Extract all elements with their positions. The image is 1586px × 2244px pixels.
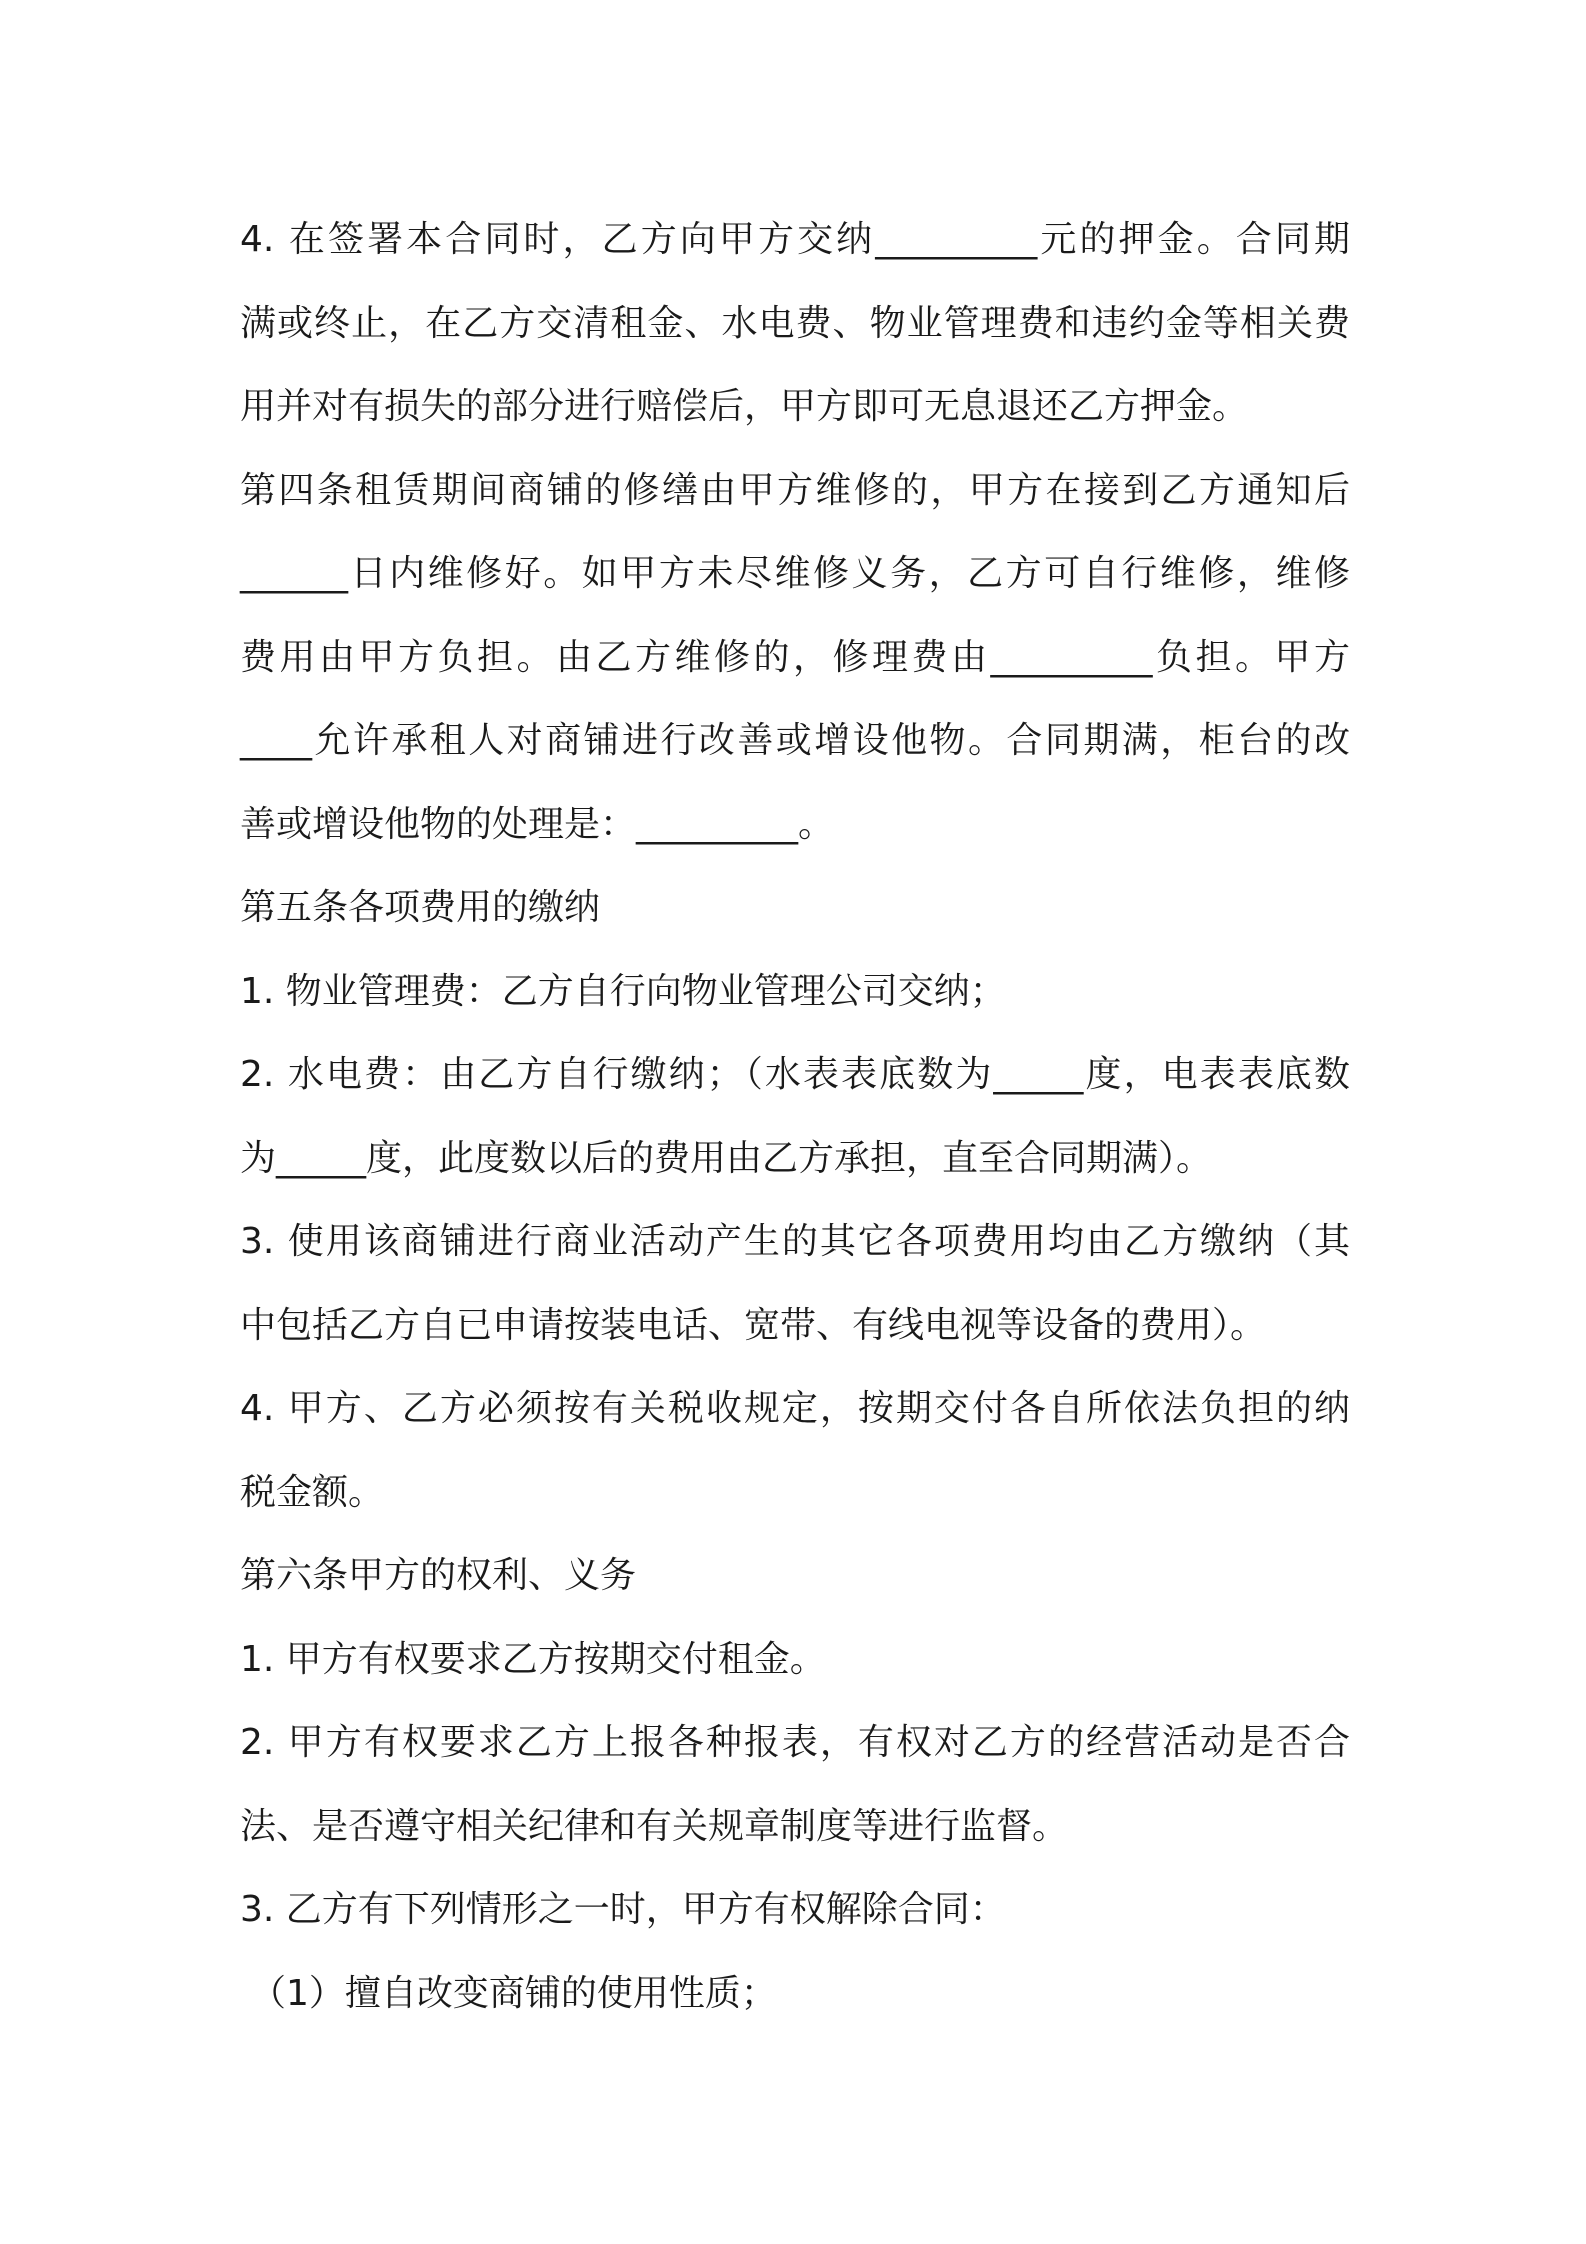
list-item: 1. 甲方有权要求乙方按期交付租金。 — [240, 1638, 826, 1680]
text-line: 税金额。 — [240, 1471, 385, 1513]
text-line: ____允许承租人对商铺进行改善或增设他物。合同期满，柜台的改 — [240, 720, 1350, 761]
list-item: 2. 甲方有权要求乙方上报各种报表，有权对乙方的经营活动是否合 — [240, 1722, 1350, 1763]
document-page — [240, 198, 1350, 2035]
text-line: 4. 在签署本合同时，乙方向甲方交纳_________元的押金。合同期 — [240, 219, 1350, 260]
section-heading-4: 第四条租赁期间商铺的修缮由甲方维修的，甲方在接到乙方通知后 — [240, 469, 1350, 511]
list-item: 3. 乙方有下列情形之一时，甲方有权解除合同： — [240, 1889, 1006, 1930]
list-item: 3. 使用该商铺进行商业活动产生的其它各项费用均由乙方缴纳（其 — [240, 1221, 1350, 1262]
text-line: ______日内维修好。如甲方未尽维修义务，乙方可自行维修，维修 — [240, 553, 1350, 594]
text-line: 法、是否遵守相关纪律和有关规章制度等进行监督。 — [240, 1805, 1069, 1847]
list-item: 2. 水电费：由乙方自行缴纳；（水表表底数为_____度，电表表底数 — [240, 1054, 1350, 1095]
list-item: 4. 甲方、乙方必须按有关税收规定，按期交付各自所依法负担的纳 — [240, 1388, 1350, 1429]
text-line: 善或增设他物的处理是：_________。 — [240, 803, 835, 845]
text-line: 中包括乙方自已申请按装电话、宽带、有线电视等设备的费用）。 — [240, 1304, 1267, 1346]
section-heading-6: 第六条甲方的权利、义务 — [240, 1555, 637, 1596]
text-line: 费用由甲方负担。由乙方维修的，修理费由_________负担。甲方 — [240, 636, 1350, 678]
sub-list-item: （1）擅自改变商铺的使用性质； — [250, 1972, 777, 2014]
text-line: 用并对有损失的部分进行赔偿后，甲方即可无息退还乙方押金。 — [240, 386, 1249, 427]
section-heading-5: 第五条各项费用的缴纳 — [240, 887, 601, 928]
text-line: 为_____度，此度数以后的费用由乙方承担，直至合同期满）。 — [240, 1137, 1213, 1179]
list-item: 1. 物业管理费：乙方自行向物业管理公司交纳； — [240, 970, 1006, 1012]
text-line: 满或终止，在乙方交清租金、水电费、物业管理费和违约金等相关费 — [240, 302, 1350, 344]
